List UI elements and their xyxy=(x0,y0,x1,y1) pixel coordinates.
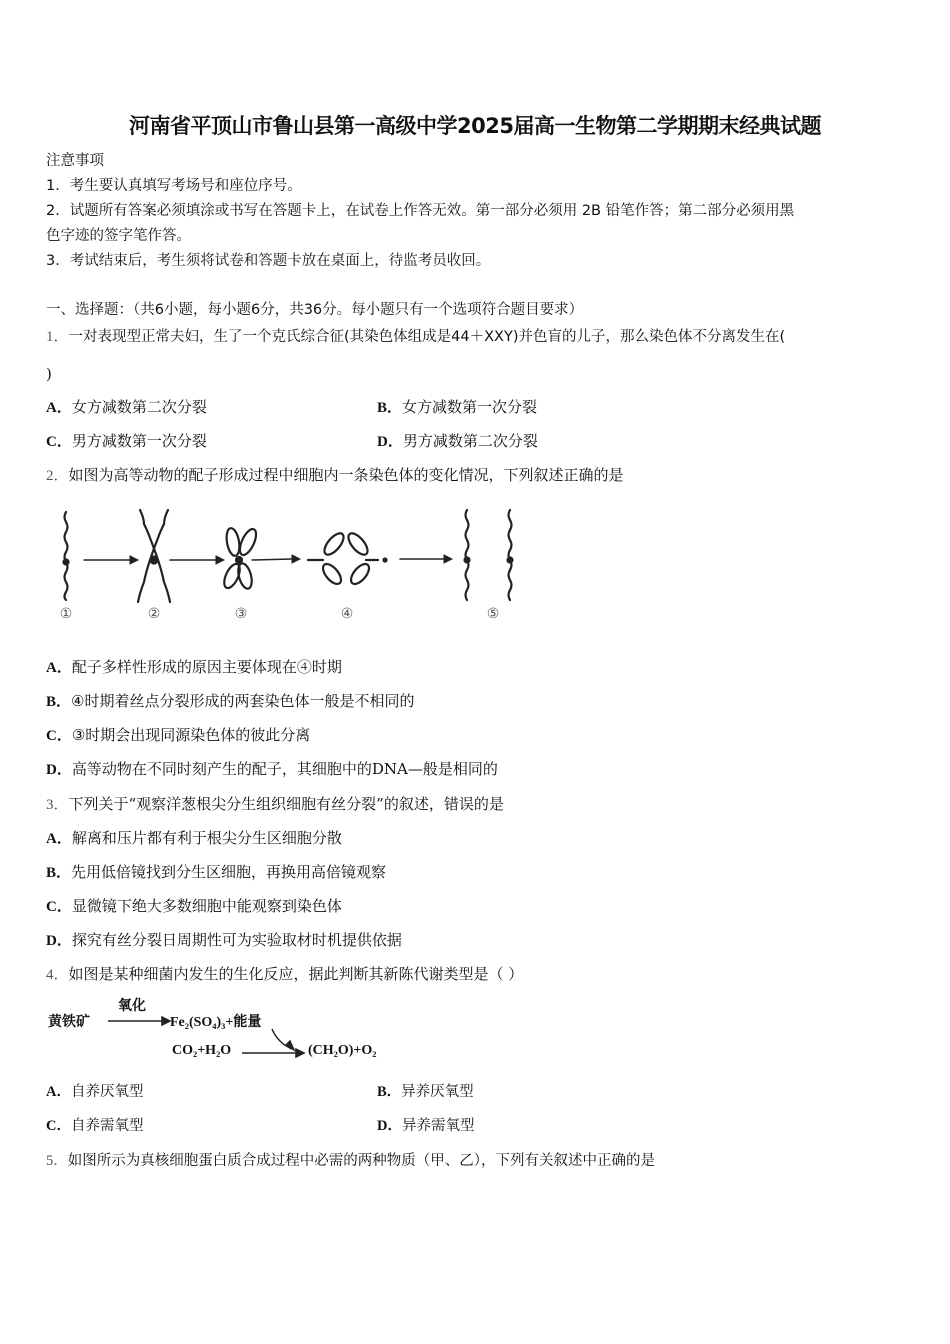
option-d xyxy=(377,1116,474,1136)
product-2: (CH₂O)+O₂ xyxy=(308,1043,377,1058)
option-a xyxy=(46,657,342,678)
option-letter: B． xyxy=(377,1084,402,1100)
option-letter: D． xyxy=(46,762,72,778)
figure-label-2: ② xyxy=(147,606,161,622)
question-1-stem xyxy=(46,326,785,347)
option-d xyxy=(46,759,498,780)
option-c xyxy=(46,431,207,452)
reaction-diagram xyxy=(46,995,406,1065)
option-b xyxy=(46,862,386,883)
option-letter: D． xyxy=(46,933,72,949)
option-text: 异养厌氧型 xyxy=(401,1084,474,1100)
condition: 氧化 xyxy=(118,999,146,1014)
question-text: 如图是某种细菌内发生的生化反应，据此判断其新陈代谢类型是（ ） xyxy=(68,965,524,983)
option-letter: B． xyxy=(46,865,72,881)
option-text: ④时期着丝点分裂形成的两套染色体一般是不相同的 xyxy=(71,692,415,710)
option-b xyxy=(377,1082,474,1102)
option-letter: B． xyxy=(377,400,403,416)
option-text: 配子多样性形成的原因主要体现在④时期 xyxy=(71,658,342,676)
notice-item: 2．试题所有答案必须填涂或书写在答题卡上，在试卷上作答无效。第一部分必须用 2B 铅笔作答；第二部分必须用黑 xyxy=(46,203,795,219)
question-4-stem xyxy=(46,964,523,985)
option-c xyxy=(46,1116,143,1136)
option-c xyxy=(46,725,310,746)
option-a xyxy=(46,397,207,418)
option-a xyxy=(46,1082,143,1102)
option-text: 先用低倍镜找到分生区细胞，再换用高倍镜观察 xyxy=(71,863,387,881)
option-letter: D． xyxy=(377,434,403,450)
question-text: 一对表现型正常夫妇，生了一个克氏综合征(其染色体组成是44＋XXY)并色盲的儿子，那么染色体不分离发生在( xyxy=(68,329,786,345)
option-text: 异养需氧型 xyxy=(401,1118,475,1134)
chromosome-diagram xyxy=(48,500,538,630)
option-text: ③时期会出现同源染色体的彼此分离 xyxy=(71,726,311,744)
question-number: 3． xyxy=(46,797,69,813)
page-title: 河南省平顶山市鲁山县第一高级中学2025届高一生物第二学期期末经典试题 xyxy=(129,114,821,138)
question-3-stem xyxy=(46,794,504,815)
question-2-stem xyxy=(46,465,624,486)
option-letter: B． xyxy=(46,694,72,710)
option-b xyxy=(377,397,537,418)
chromosome-figure-icon xyxy=(48,500,538,630)
option-letter: D． xyxy=(377,1118,402,1134)
option-c xyxy=(46,896,342,917)
option-letter: C． xyxy=(46,434,72,450)
section-heading: 一、选择题：（共6小题，每小题6分，共36分。每小题只有一个选项符合题目要求） xyxy=(46,302,584,318)
question-text: 下列关于“观察洋葱根尖分生组织细胞有丝分裂”的叙述，错误的是 xyxy=(68,795,504,813)
option-letter: A． xyxy=(46,660,72,676)
option-text: 男方减数第一次分裂 xyxy=(71,432,207,450)
question-number: 5． xyxy=(46,1153,68,1169)
notice-heading: 注意事项 xyxy=(46,153,104,169)
figure-label-4: ④ xyxy=(340,606,354,622)
option-text: 探究有丝分裂日周期性可为实验取材时机提供依据 xyxy=(71,931,402,949)
option-letter: C． xyxy=(46,899,72,915)
option-b xyxy=(46,691,414,712)
option-a xyxy=(46,828,342,849)
option-text: 女方减数第一次分裂 xyxy=(402,398,538,416)
option-letter: A． xyxy=(46,400,72,416)
question-1-stem-cont: ) xyxy=(46,365,52,383)
notice-item: 3．考试结束后，考生须将试卷和答题卡放在桌面上，待监考员收回。 xyxy=(46,253,491,269)
notice-item: 1．考生要认真填写考场号和座位序号。 xyxy=(46,178,302,194)
option-letter: C． xyxy=(46,728,72,744)
figure-label-5: ⑤ xyxy=(486,606,500,622)
option-letter: A． xyxy=(46,1084,71,1100)
option-letter: C． xyxy=(46,1118,71,1134)
option-text: 男方减数第二次分裂 xyxy=(402,432,538,450)
option-text: 解离和压片都有利于根尖分生区细胞分散 xyxy=(71,829,342,847)
option-text: 自养需氧型 xyxy=(70,1118,144,1134)
question-text: 如图为高等动物的配子形成过程中细胞内一条染色体的变化情况，下列叙述正确的是 xyxy=(68,466,624,484)
question-5-stem xyxy=(46,1151,655,1171)
question-number: 1． xyxy=(46,329,69,345)
option-text: 高等动物在不同时刻产生的配子，其细胞中的DNA—般是相同的 xyxy=(71,760,498,778)
notice-item: 色字迹的签字笔作答。 xyxy=(46,228,191,244)
option-text: 女方减数第二次分裂 xyxy=(71,398,207,416)
question-text: 如图所示为真核细胞蛋白质合成过程中必需的两种物质（甲、乙），下列有关叙述中正确的是 xyxy=(67,1153,655,1169)
question-number: 4． xyxy=(46,967,69,983)
option-letter: A． xyxy=(46,831,72,847)
option-d xyxy=(377,431,538,452)
figure-label-1: ① xyxy=(59,606,73,622)
option-d xyxy=(46,930,402,951)
reaction-arrows-icon xyxy=(46,995,406,1065)
reactant: 黄铁矿 xyxy=(48,1015,90,1030)
figure-label-3: ③ xyxy=(234,606,248,622)
option-text: 显微镜下绝大多数细胞中能观察到染色体 xyxy=(71,897,342,915)
option-text: 自养厌氧型 xyxy=(70,1084,144,1100)
product-1: Fe₂(SO₄)₃+能量 xyxy=(170,1015,262,1030)
reactant-2: CO₂+H₂O xyxy=(172,1043,232,1058)
question-number: 2． xyxy=(46,468,69,484)
